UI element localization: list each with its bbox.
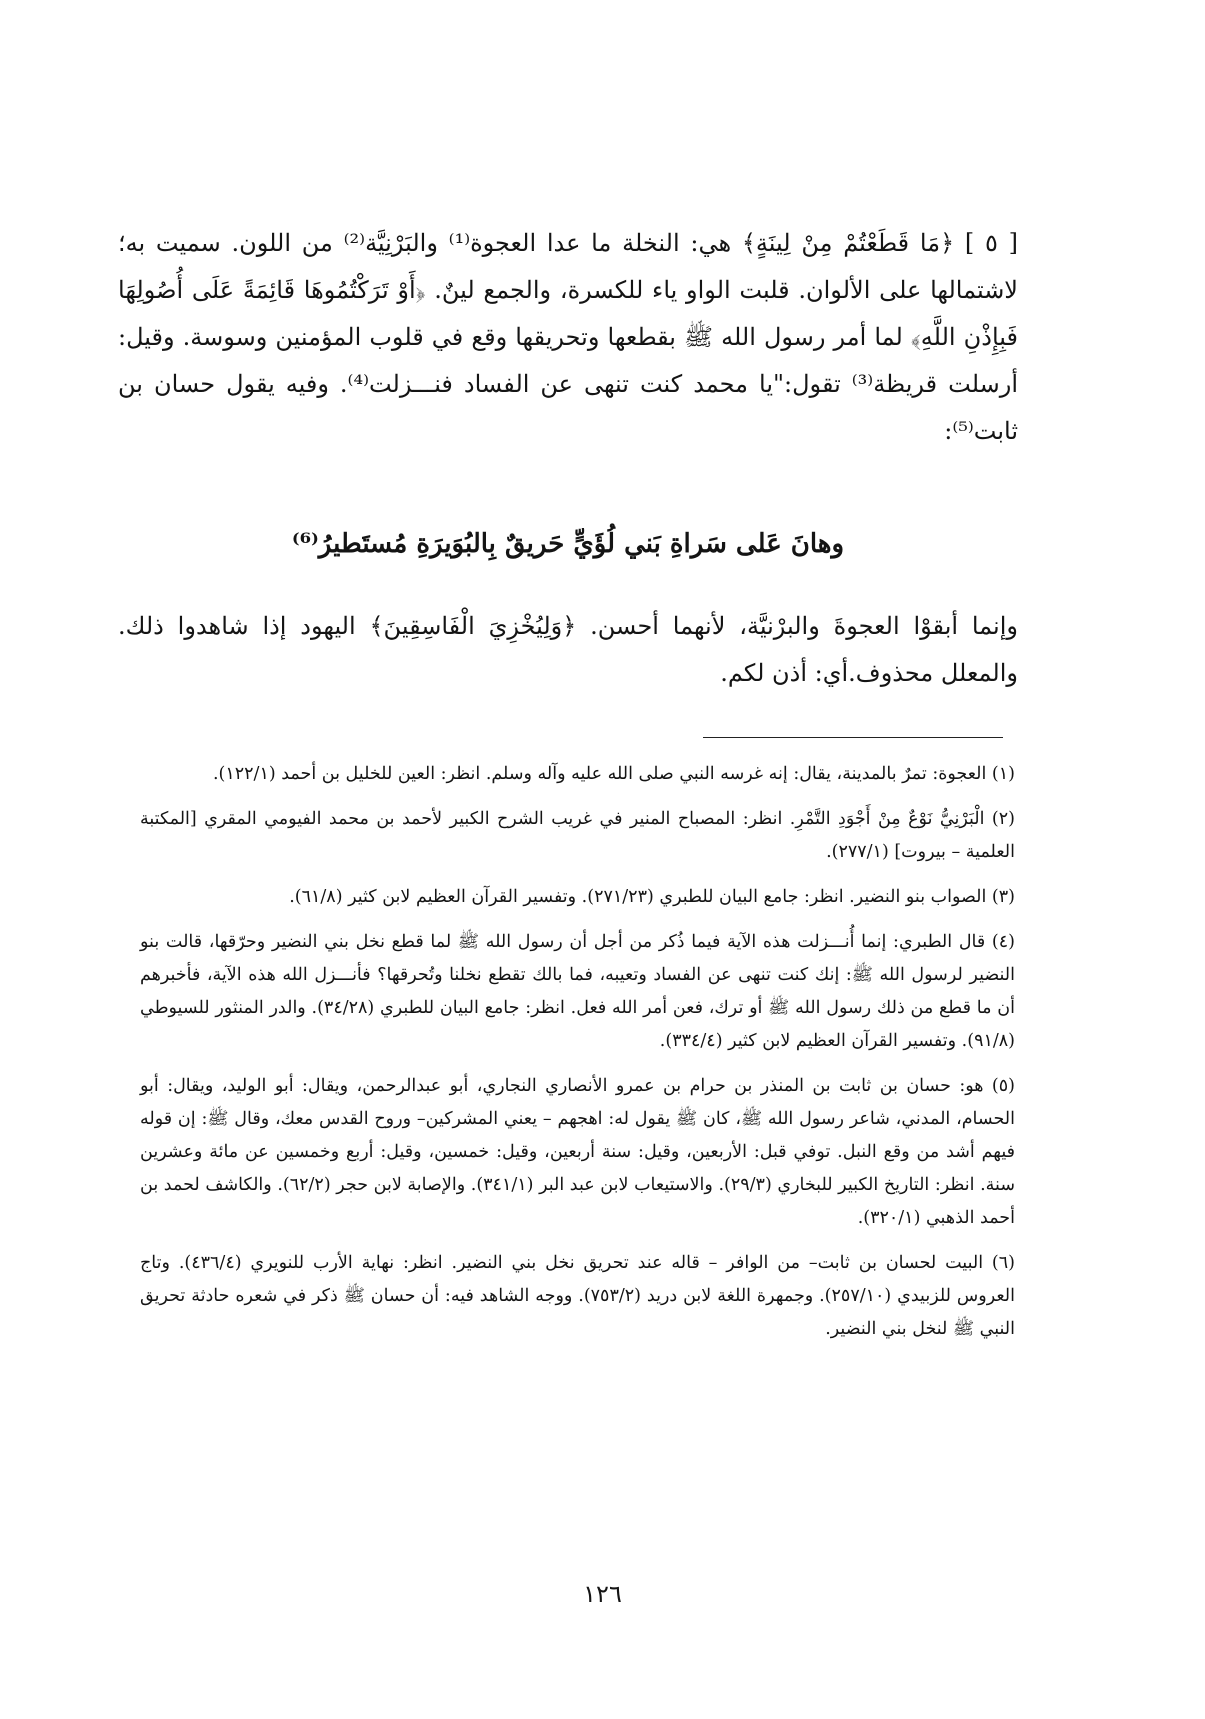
page-number: ١٢٦ bbox=[583, 1580, 622, 1608]
footnote-4: (٤) قال الطبري: إنما أُنـــزلت هذه الآية فيما ذُكر من أجل أن رسول الله ﷺ لما قطع نخل بني النضير وحرّقها، قالت بنو النضير لرسول الله ﷺ: إنك كنت تنهى عن الفساد وتعيبه، فما بالك تقطع نخلنا وتُحرقها؟ فأنـــزل الله هذه الآية، فأخبرهم أن ما قطع من ذلك رسول الله ﷺ أو ترك، فعن أمر الله فعل. انظر: جامع البيان للطبري (٣٤/٢٨). والدر المنثور للسيوطي (٩١/٨). وتفسير القرآن العظيم لابن كثير (٣٣٤/٤). bbox=[140, 932, 1015, 1051]
footnotes-section bbox=[140, 758, 1015, 1358]
main-paragraph: [ ٥ ] ﴿مَا قَطَعْتُمْ مِنْ لِينَةٍ﴾ هي: النخلة ما عدا العجوة⁽¹⁾ والبَرْنِيَّة⁽²⁾ من اللون. سميت به؛ لاشتمالها على الألوان. قلبت الواو ياء للكسرة، والجمع لينٌ. ﴿أَوْ تَرَكْتُمُوهَا قَائِمَةً عَلَى أُصُولِهَا فَبِإِذْنِ اللَّهِ﴾ لما أمر رسول الله ﷺ بقطعها وتحريقها وقع في قلوب المؤمنين وسوسة. وقيل: أرسلت قريظة⁽³⁾ تقول:"يا محمد كنت تنهى عن الفساد فنـــزلت⁽⁴⁾. وفيه يقول حسان بن ثابت⁽⁵⁾: bbox=[118, 229, 1019, 445]
footnote-separator bbox=[703, 737, 1003, 738]
main-text-block-2 bbox=[118, 603, 1018, 697]
footnote-2: (٢) الْبَرْنِيُّ نَوْعٌ مِنْ أَجْوَدِ التَّمْرِ. انظر: المصباح المنير في غريب الشرح الكبير لأحمد بن محمد الفيومي المقري [المكتبة العلمية – بيروت] (٢٧٧/١). bbox=[140, 809, 1015, 862]
footnote-6: (٦) البيت لحسان بن ثابت– من الوافر – قاله عند تحريق نخل بني النضير. انظر: نهاية الأرب للنويري (٤٣٦/٤). وتاج العروس للزبيدي (٢٥٧/١٠). وجمهرة اللغة لابن دريد (٧٥٣/٢). ووجه الشاهد فيه: أن حسان ﷺ ذكر في شعره حادثة تحريق النبي ﷺ لنخل بني النضير. bbox=[140, 1253, 1016, 1339]
poem-verse: وهانَ عَلى سَراةِ بَني لُؤَيٍّ حَريقٌ بِالبُوَيرَةِ مُستَطيرُ⁽⁶⁾ bbox=[291, 529, 845, 559]
main-paragraph-2: وإنما أبقوْا العجوةَ والبرْنيَّة، لأنهما أحسن. ﴿وَلِيُخْزِيَ الْفَاسِقِينَ﴾ اليهود إذا شاهدوا ذلك. والمعلل محذوف.أي: أذن لكم. bbox=[118, 612, 1018, 687]
footnote-5: (٥) هو: حسان بن ثابت بن المنذر بن حرام بن عمرو الأنصاري النجاري، أبو عبدالرحمن، ويقال: أبو الوليد، ويقال: أبو الحسام، المدني، شاعر رسول الله ﷺ، كان ﷺ يقول له: اهجهم – يعني المشركين– وروح القدس معك، وقال ﷺ: إن قوله فيهم أشد من وقع النبل. توفي قبل: الأربعين، وقيل: سنة أربعين، وقيل: خمسين، وقيل: أربع وخمسين عن مائة وعشرين سنة. انظر: التاريخ الكبير للبخاري (٢٩/٣). والاستيعاب لابن عبد البر (٣٤١/١). والإصابة لابن حجر (٦٢/٢). والكاشف لحمد بن أحمد الذهبي (٣٢٠/١). bbox=[140, 1076, 1015, 1228]
footnote-3: (٣) الصواب بنو النضير. انظر: جامع البيان للطبري (٢٧١/٢٣). وتفسير القرآن العظيم لابن كثير (٦١/٨). bbox=[289, 887, 1015, 907]
footnote-1: (١) العجوة: تمرٌ بالمدينة، يقال: إنه غرسه النبي صلى الله عليه وآله وسلم. انظر: العين للخليل بن أحمد (١٢٢/١). bbox=[212, 764, 1015, 784]
main-text-block bbox=[118, 220, 1018, 455]
